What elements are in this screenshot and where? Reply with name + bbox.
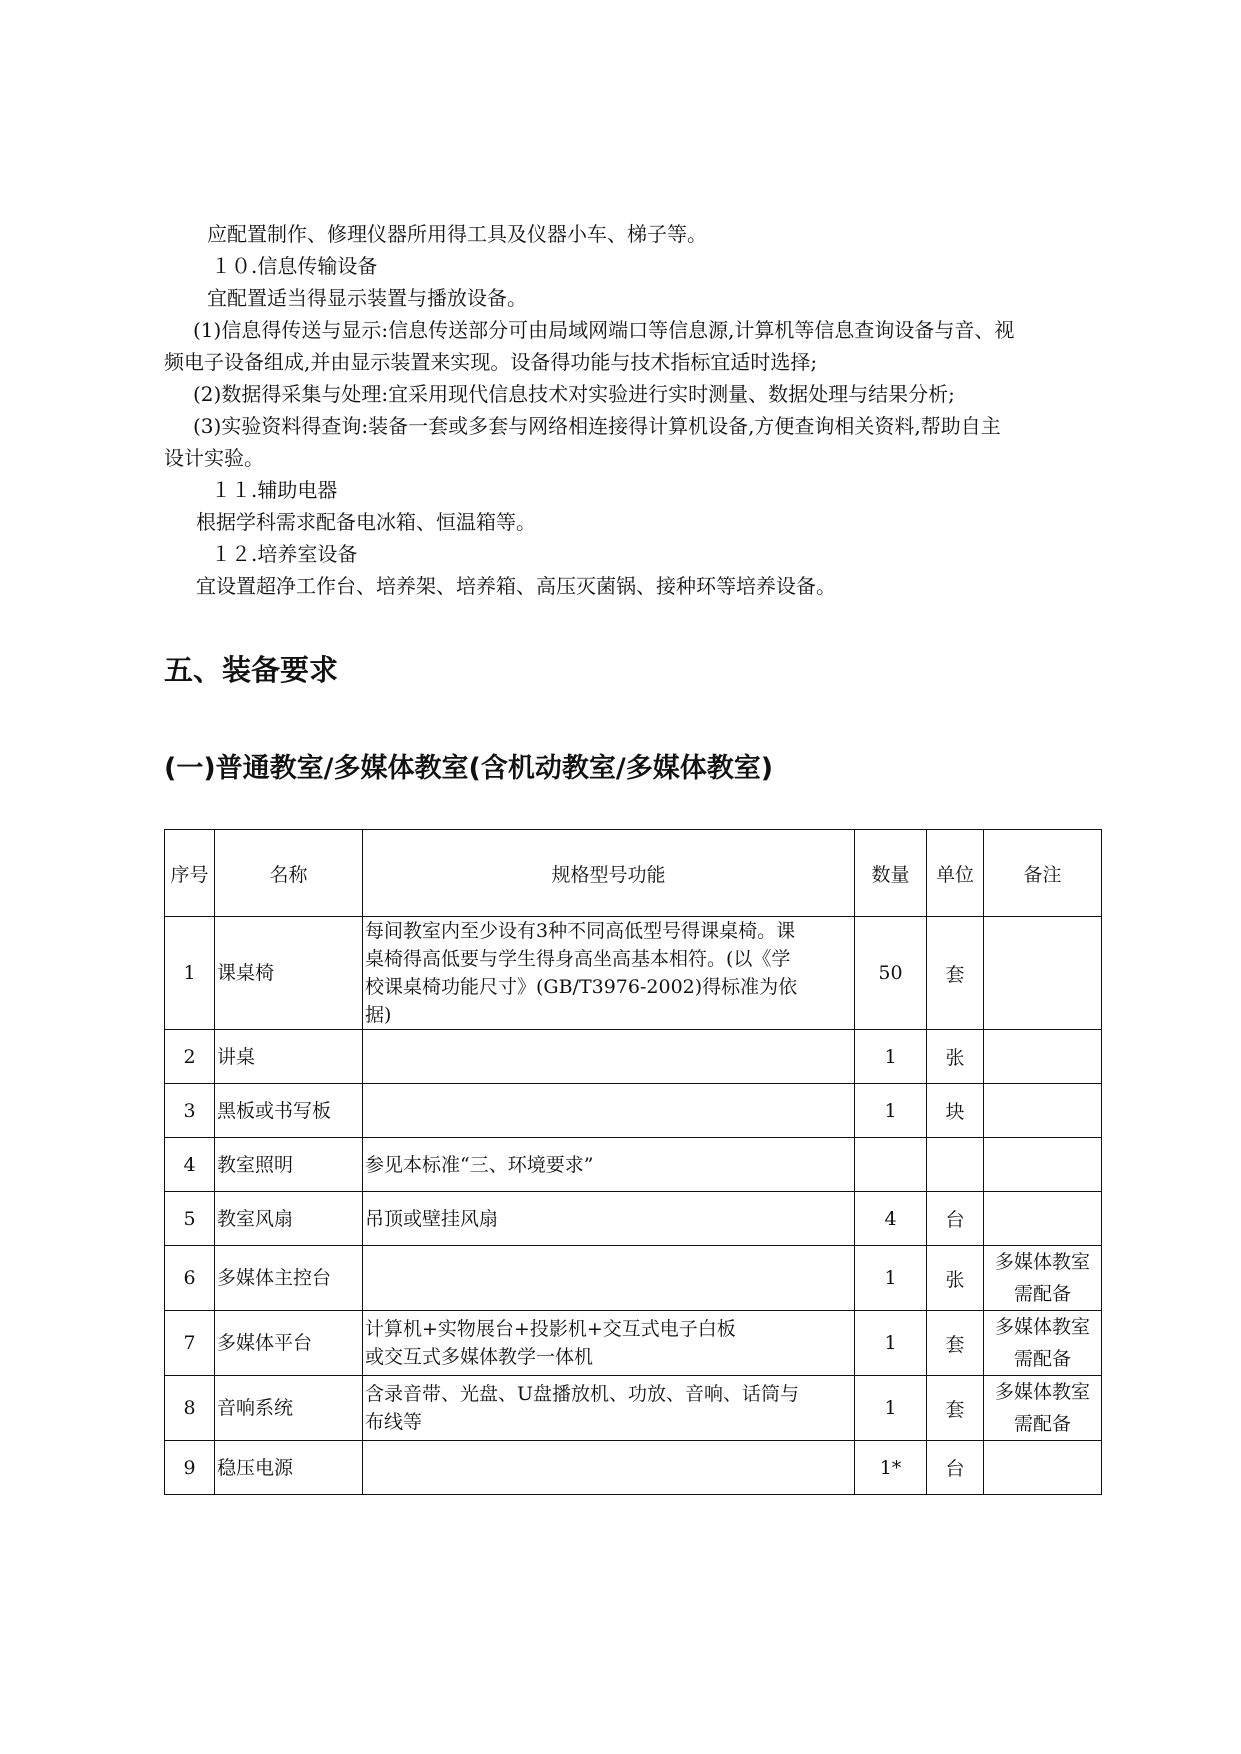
cell-no: 9 <box>165 1441 215 1495</box>
subsection-title: (一)普通教室/多媒体教室(含机动教室/多媒体教室) <box>164 753 774 784</box>
cell-name: 音响系统 <box>215 1376 363 1441</box>
table-header-row <box>165 830 1102 917</box>
cell-spec <box>363 1376 855 1441</box>
spec-line: 每间教室内至少设有3种不同高低型号得课桌椅。课 <box>365 920 796 942</box>
table-row <box>165 1246 1102 1311</box>
table-row <box>165 1376 1102 1441</box>
cell-spec <box>363 1441 855 1495</box>
note-line: 多媒体教室 <box>994 1251 1090 1273</box>
cell-unit: 张 <box>927 1246 984 1311</box>
header-no: 序号 <box>165 830 215 917</box>
note-line: 需配备 <box>1013 1283 1071 1305</box>
paragraph-line: 频电子设备组成,并由显示装置来实现。设备得功能与技术指标宜适时选择; <box>164 350 818 374</box>
cell-no: 4 <box>165 1138 215 1192</box>
cell-name: 多媒体平台 <box>215 1311 363 1376</box>
table-row <box>165 1030 1102 1084</box>
cell-no: 1 <box>165 917 215 1030</box>
paragraph-line: 设计实验。 <box>164 446 264 470</box>
cell-note <box>984 1311 1102 1376</box>
cell-no: 2 <box>165 1030 215 1084</box>
header-unit: 单位 <box>927 830 984 917</box>
header-qty: 数量 <box>855 830 927 917</box>
paragraph-line: (3)实验资料得查询:装备一套或多套与网络相连接得计算机设备,方便查询相关资料,帮助自主 <box>193 414 1001 438</box>
cell-name: 教室风扇 <box>215 1192 363 1246</box>
spec-line: 含录音带、光盘、U盘播放机、功放、音响、话筒与 <box>365 1383 800 1405</box>
cell-note <box>984 1192 1102 1246</box>
paragraph-line: 应配置制作、修理仪器所用得工具及仪器小车、梯子等。 <box>207 222 707 246</box>
cell-note <box>984 1084 1102 1138</box>
cell-spec: 参见本标准“三、环境要求” <box>363 1138 855 1192</box>
cell-unit: 套 <box>927 917 984 1030</box>
cell-spec: 吊顶或壁挂风扇 <box>363 1192 855 1246</box>
table-row <box>165 1192 1102 1246</box>
item-heading-12: １２.培养室设备 <box>211 542 358 566</box>
cell-name: 教室照明 <box>215 1138 363 1192</box>
header-spec: 规格型号功能 <box>363 830 855 917</box>
table-row <box>165 1084 1102 1138</box>
paragraph-line: 宜设置超净工作台、培养架、培养箱、高压灭菌锅、接种环等培养设备。 <box>196 574 836 598</box>
cell-spec <box>363 1246 855 1311</box>
cell-qty: 1 <box>855 1030 927 1084</box>
table-row <box>165 1441 1102 1495</box>
cell-qty: 1 <box>855 1246 927 1311</box>
cell-unit: 块 <box>927 1084 984 1138</box>
cell-name: 稳压电源 <box>215 1441 363 1495</box>
spec-line: 桌椅得高低要与学生得身高坐高基本相符。(以《学 <box>365 948 791 970</box>
cell-unit: 台 <box>927 1441 984 1495</box>
paragraph-line: 宜配置适当得显示装置与播放设备。 <box>207 286 527 310</box>
cell-qty: 1 <box>855 1311 927 1376</box>
cell-note <box>984 917 1102 1030</box>
paragraph-line: (1)信息得传送与显示:信息传送部分可由局域网端口等信息源,计算机等信息查询设备与音、视 <box>193 318 1015 342</box>
cell-qty: 1 <box>855 1376 927 1441</box>
cell-no: 6 <box>165 1246 215 1311</box>
cell-spec <box>363 1030 855 1084</box>
header-note: 备注 <box>984 830 1102 917</box>
paragraph-line: 根据学科需求配备电冰箱、恒温箱等。 <box>196 510 536 534</box>
paragraph-line: (2)数据得采集与处理:宜采用现代信息技术对实验进行实时测量、数据处理与结果分析; <box>193 382 955 406</box>
spec-line: 校课桌椅功能尺寸》(GB/T3976-2002)得标准为依 <box>365 976 798 998</box>
cell-spec <box>363 917 855 1030</box>
spec-line: 计算机+实物展台+投影机+交互式电子白板 <box>365 1318 736 1340</box>
header-name: 名称 <box>215 830 363 917</box>
note-line: 需配备 <box>1013 1413 1071 1435</box>
cell-note <box>984 1376 1102 1441</box>
spec-line: 据) <box>365 1004 392 1026</box>
cell-no: 7 <box>165 1311 215 1376</box>
cell-name: 讲桌 <box>215 1030 363 1084</box>
spec-line: 布线等 <box>365 1411 423 1433</box>
table-row <box>165 1311 1102 1376</box>
note-line: 多媒体教室 <box>994 1316 1090 1338</box>
cell-qty: 50 <box>855 917 927 1030</box>
cell-name: 课桌椅 <box>215 917 363 1030</box>
cell-note <box>984 1246 1102 1311</box>
cell-note <box>984 1441 1102 1495</box>
section-title: 五、装备要求 <box>164 653 339 687</box>
cell-no: 3 <box>165 1084 215 1138</box>
table-row <box>165 1138 1102 1192</box>
cell-no: 8 <box>165 1376 215 1441</box>
cell-spec <box>363 1084 855 1138</box>
cell-name: 黑板或书写板 <box>215 1084 363 1138</box>
cell-qty <box>855 1138 927 1192</box>
note-line: 多媒体教室 <box>994 1381 1090 1403</box>
equipment-table <box>164 829 1102 1495</box>
cell-unit: 台 <box>927 1192 984 1246</box>
table-row <box>165 917 1102 1030</box>
cell-qty: 1 <box>855 1084 927 1138</box>
spec-line: 或交互式多媒体教学一体机 <box>365 1346 594 1368</box>
cell-unit: 张 <box>927 1030 984 1084</box>
cell-note <box>984 1030 1102 1084</box>
cell-spec <box>363 1311 855 1376</box>
cell-unit: 套 <box>927 1376 984 1441</box>
cell-unit <box>927 1138 984 1192</box>
cell-note <box>984 1138 1102 1192</box>
cell-no: 5 <box>165 1192 215 1246</box>
cell-unit: 套 <box>927 1311 984 1376</box>
item-heading-11: １１.辅助电器 <box>211 478 338 502</box>
note-line: 需配备 <box>1013 1348 1071 1370</box>
cell-qty: 4 <box>855 1192 927 1246</box>
cell-qty: 1* <box>855 1441 927 1495</box>
item-heading-10: １０.信息传输设备 <box>211 254 378 278</box>
cell-name: 多媒体主控台 <box>215 1246 363 1311</box>
